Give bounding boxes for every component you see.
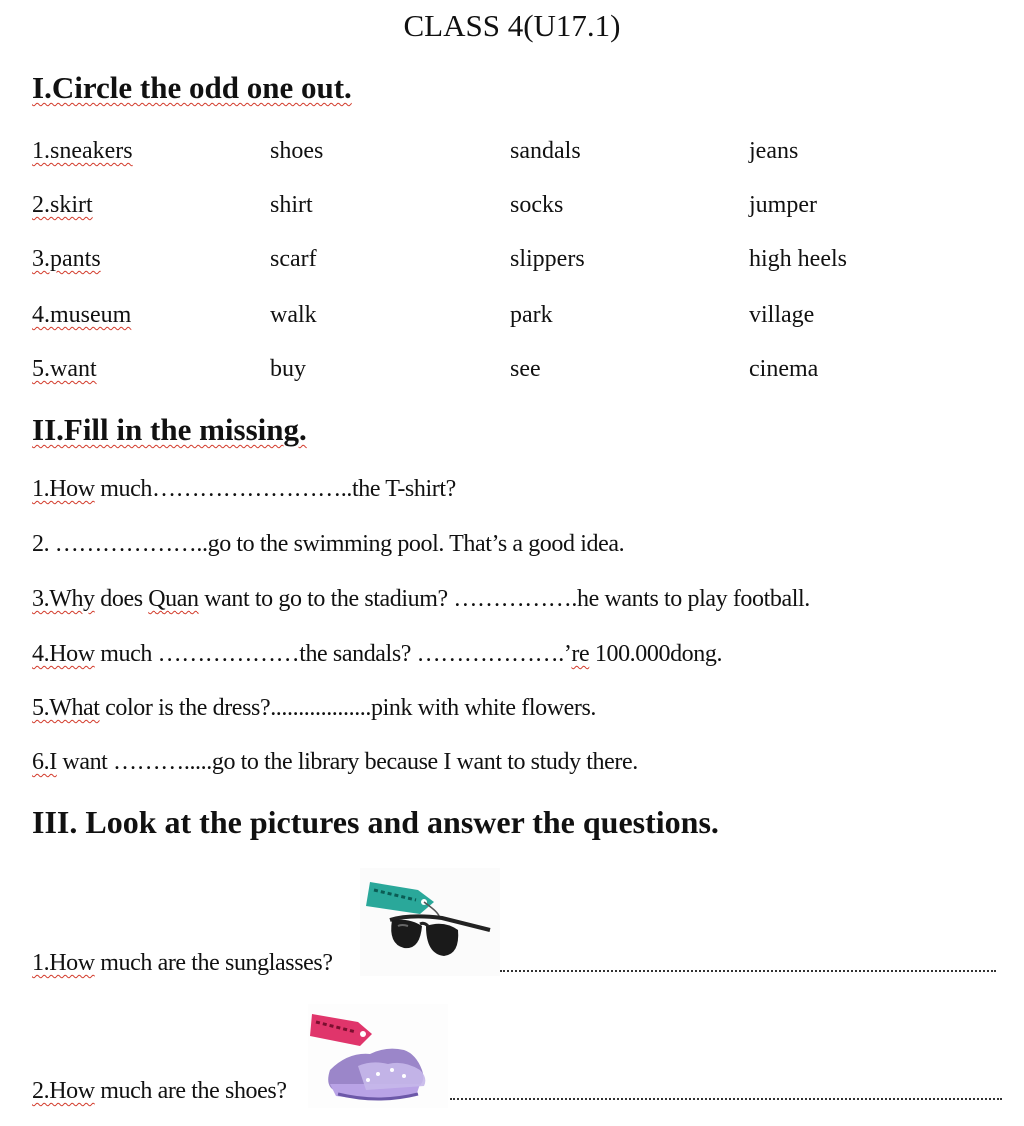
picture-question-2: 2.How much are the shoes? (32, 1078, 287, 1104)
odd-one-out-cell: cinema (749, 356, 819, 382)
section-1-heading: I.Circle the odd one out. (32, 70, 352, 105)
odd-one-out-cell: socks (510, 192, 564, 218)
fill-question-2: 2. ………………..go to the swimming pool. That’s a good idea. (32, 531, 625, 557)
fill-question-6: 6.I want ……….....go to the library because I want to study there. (32, 749, 638, 775)
odd-one-out-cell: sandals (510, 138, 581, 164)
odd-one-out-cell: 5.want (32, 356, 97, 382)
answer-line-2[interactable] (450, 1098, 1002, 1100)
sunglasses-price-picture (360, 868, 500, 976)
odd-one-out-cell: jeans (749, 138, 799, 164)
section-2-heading: II.Fill in the missing. (32, 412, 307, 447)
picture-question-1: 1.How much are the sunglasses? (32, 950, 333, 976)
answer-line-1[interactable] (500, 970, 996, 972)
odd-one-out-cell: 1.sneakers (32, 138, 133, 164)
odd-one-out-cell: shirt (270, 192, 313, 218)
odd-one-out-cell: 2.skirt (32, 192, 93, 218)
odd-one-out-cell: 3.pants (32, 246, 101, 272)
odd-one-out-cell: slippers (510, 246, 585, 272)
fill-question-4: 4.How much ………………the sandals? ……………….’re 100.000dong. (32, 641, 723, 667)
odd-one-out-cell: jumper (749, 192, 817, 218)
worksheet-title: CLASS 4(U17.1) (403, 8, 621, 43)
section-3-heading: III. Look at the pictures and answer the questions. (32, 804, 719, 840)
odd-one-out-cell: see (510, 356, 541, 382)
fill-question-3: 3.Why does Quan want to go to the stadium? …………….he wants to play football. (32, 586, 810, 612)
odd-one-out-cell: walk (270, 302, 317, 328)
odd-one-out-cell: park (510, 302, 553, 328)
shoes-price-picture (308, 1004, 448, 1108)
odd-one-out-cell: high heels (749, 246, 847, 272)
fill-question-1: 1.How much……………………..the T-shirt? (32, 476, 456, 502)
odd-one-out-cell: 4.museum (32, 302, 132, 328)
odd-one-out-cell: scarf (270, 246, 317, 272)
odd-one-out-cell: village (749, 302, 815, 328)
fill-question-5: 5.What color is the dress?..................pink with white flowers. (32, 695, 597, 721)
odd-one-out-cell: buy (270, 356, 306, 382)
odd-one-out-cell: shoes (270, 138, 324, 164)
